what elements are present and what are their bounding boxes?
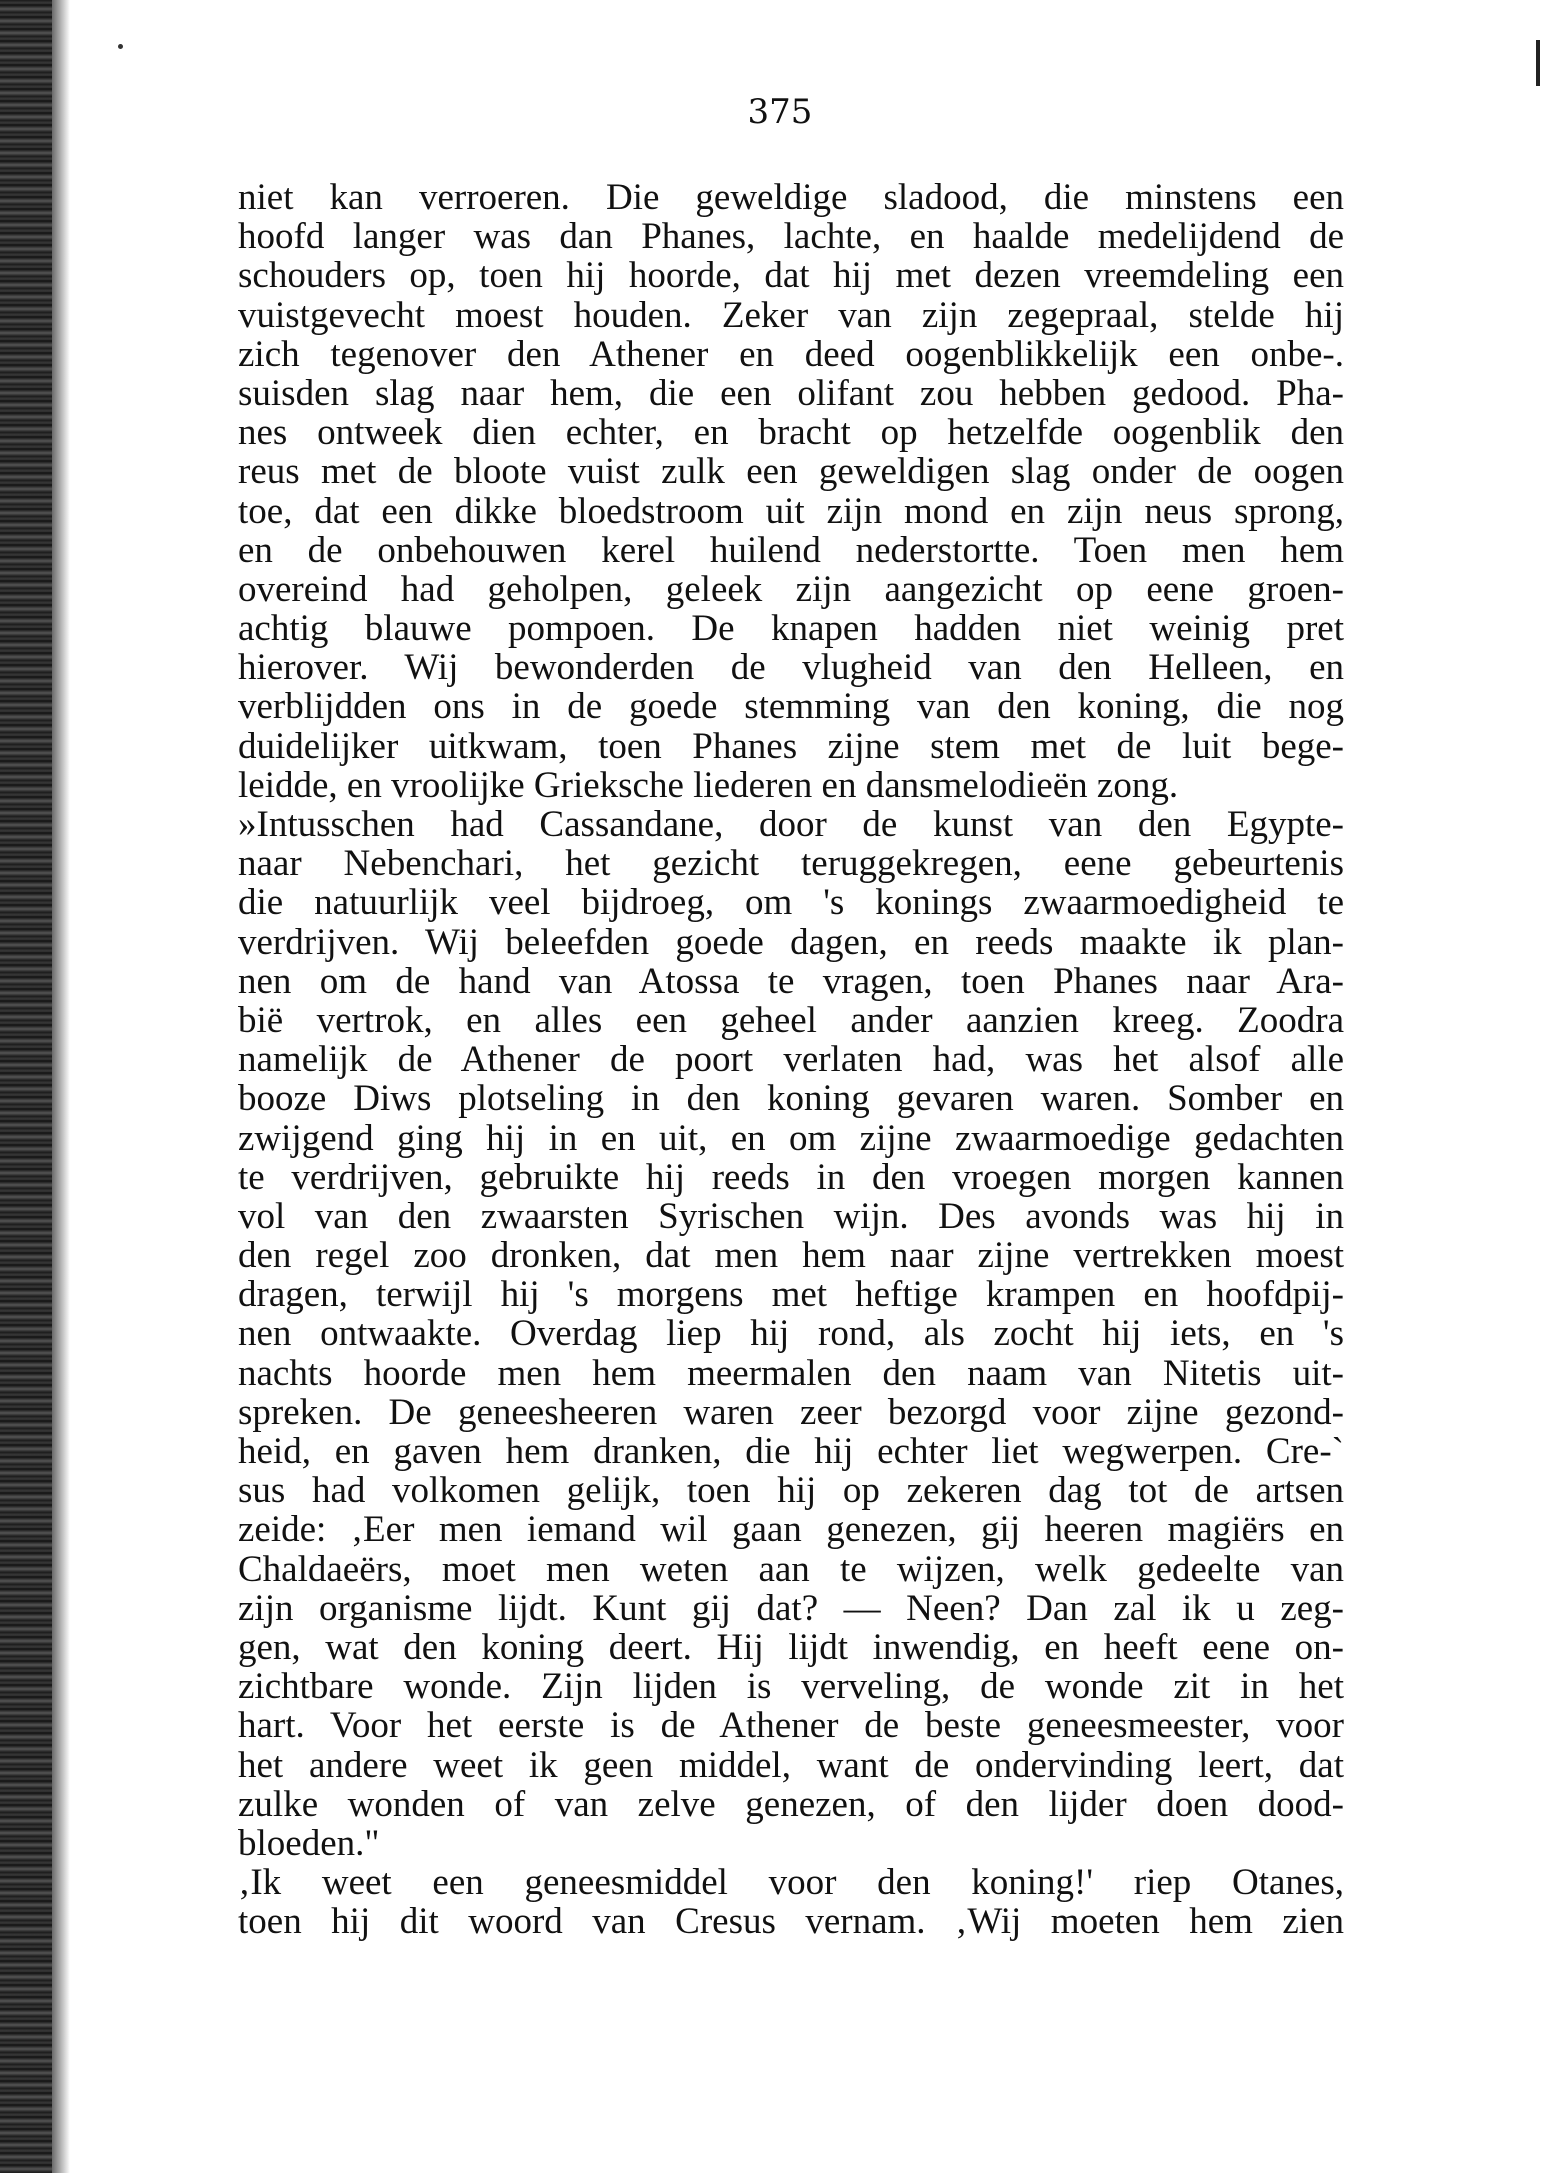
text-line: nes ontweek dien echter, en bracht op hetzelfde oogenblik den	[238, 412, 1344, 454]
text-line: den regel zoo dronken, dat men hem naar zijne vertrekken moest	[238, 1235, 1344, 1277]
text-line: vuistgevecht moest houden. Zeker van zijn zegepraal, stelde hij	[238, 294, 1344, 336]
text-line: leidde, en vroolijke Grieksche liederen en dansmelodieën zong.	[238, 764, 1179, 806]
text-line: nachts hoorde men hem meermalen den naam van Nitetis uit-	[238, 1352, 1344, 1394]
text-line: bië vertrok, en alles een geheel ander aanzien kreeg. Zoodra	[238, 999, 1344, 1041]
text-line: hoofd langer was dan Phanes, lachte, en haalde medelijdend de	[238, 216, 1344, 258]
text-line: verblijdden ons in de goede stemming van den koning, die nog	[238, 686, 1344, 728]
text-line: die natuurlijk veel bijdroeg, om 's konings zwaarmoedigheid te	[238, 882, 1344, 924]
text-line: vol van den zwaarsten Syrischen wijn. Des avonds was hij in	[238, 1195, 1344, 1237]
body-text	[238, 178, 1344, 1941]
text-line: sus had volkomen gelijk, toen hij op zekeren dag tot de artsen	[238, 1470, 1344, 1512]
text-line: hart. Voor het eerste is de Athener de beste geneesmeester, voor	[238, 1705, 1344, 1747]
text-line: zijn organisme lijdt. Kunt gij dat? — Neen? Dan zal ik u zeg-	[238, 1587, 1344, 1629]
text-line: toen hij dit woord van Cresus vernam. ‚Wij moeten hem zien	[238, 1901, 1344, 1943]
text-line: bloeden."	[238, 1822, 380, 1864]
text-line: heid, en gaven hem dranken, die hij echter liet wegwerpen. Cre-`	[238, 1431, 1344, 1472]
scan-gutter-shadow	[0, 0, 52, 2173]
text-line: te verdrijven, gebruikte hij reeds in den vroegen morgen kannen	[238, 1156, 1344, 1198]
text-line: overeind had geholpen, geleek zijn aangezicht op eene groen-	[238, 568, 1344, 610]
text-line: dragen, terwijl hij 's morgens met heftige krampen en hoofdpij-	[238, 1274, 1344, 1316]
text-line: achtig blauwe pompoen. De knapen hadden niet weinig pret	[238, 608, 1344, 650]
scan-edge-mark	[1536, 40, 1540, 86]
text-line: niet kan verroeren. Die geweldige sladood, die minstens een	[238, 177, 1344, 218]
text-line: reus met de bloote vuist zulk een geweldigen slag onder de oogen	[238, 451, 1344, 493]
page-number: 375	[747, 92, 813, 132]
text-line: zwijgend ging hij in en uit, en om zijne zwaarmoedige gedachten	[238, 1117, 1344, 1159]
text-line: nen ontwaakte. Overdag liep hij rond, als zocht hij iets, en 's	[238, 1313, 1344, 1355]
text-line: »Intusschen had Cassandane, door de kunst van den Egypte-	[238, 804, 1344, 845]
text-line: suisden slag naar hem, die een olifant zou hebben gedood. Pha-	[238, 372, 1344, 414]
gutter-fade	[52, 0, 70, 2173]
scan-speck	[118, 44, 123, 49]
text-line: het andere weet ik geen middel, want de ondervinding leert, dat	[238, 1744, 1344, 1786]
text-line: zulke wonden of van zelve genezen, of den lijder doen dood-	[238, 1783, 1344, 1825]
text-line: hierover. Wij bewonderden de vlugheid van den Helleen, en	[238, 647, 1344, 689]
text-line: naar Nebenchari, het gezicht teruggekregen, eene gebeurtenis	[238, 843, 1344, 885]
text-line: Chaldaeërs, moet men weten aan te wijzen, welk gedeelte van	[238, 1548, 1344, 1590]
text-line: toe, dat een dikke bloedstroom uit zijn mond en zijn neus sprong,	[238, 490, 1344, 532]
text-line: namelijk de Athener de poort verlaten had, was het alsof alle	[238, 1039, 1344, 1081]
text-line: verdrijven. Wij beleefden goede dagen, en reeds maakte ik plan-	[238, 921, 1344, 963]
text-line: booze Diws plotseling in den koning gevaren waren. Somber en	[238, 1078, 1344, 1120]
text-line: schouders op, toen hij hoorde, dat hij met dezen vreemdeling een	[238, 255, 1344, 297]
text-line: ‚Ik weet een geneesmiddel voor den koning!' riep Otanes,	[238, 1862, 1344, 1904]
text-line: spreken. De geneesheeren waren zeer bezorgd voor zijne gezond-	[238, 1391, 1344, 1433]
text-line: en de onbehouwen kerel huilend nederstortte. Toen men hem	[238, 529, 1344, 571]
text-line: nen om de hand van Atossa te vragen, toen Phanes naar Ara-	[238, 960, 1344, 1002]
text-line: gen, wat den koning deert. Hij lijdt inwendig, en heeft eene on-	[238, 1626, 1344, 1668]
text-line: zichtbare wonde. Zijn lijden is verveling, de wonde zit in het	[238, 1666, 1344, 1708]
text-line: zich tegenover den Athener en deed oogenblikkelijk een onbe-.	[238, 333, 1344, 375]
text-line: duidelijker uitkwam, toen Phanes zijne stem met de luit bege-	[238, 725, 1344, 767]
text-line: zeide: ‚Eer men iemand wil gaan genezen, gij heeren magiërs en	[238, 1509, 1344, 1551]
